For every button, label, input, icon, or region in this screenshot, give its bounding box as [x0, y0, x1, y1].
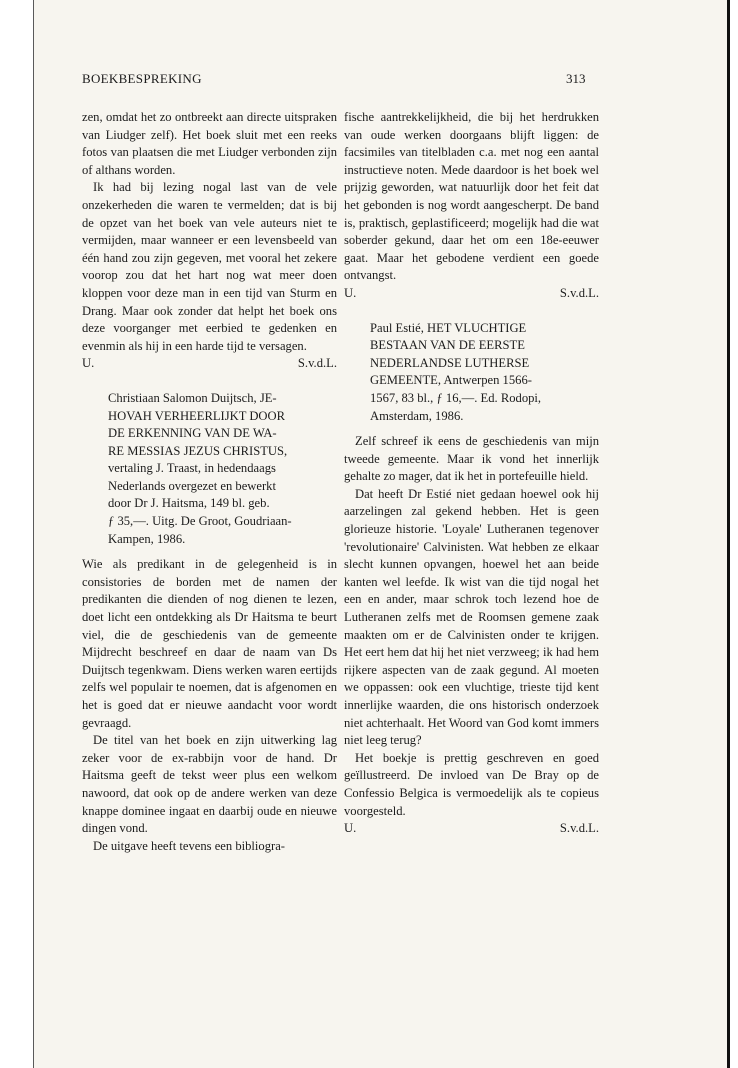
paragraph: Dat heeft Dr Estié niet gedaan hoewel ook hij aarzelingen zal gekend hebben. Het is geen glorieuze historie. 'Loyale' Lutheranen tegenover 'revolutionaire' Calvinisten. Wat hebben ze elkaar slecht kunnen opvangen, hoewel het aan beide kanten wel leefde. Ik wist van die tijd nogal het een en ander, maar schrok toch lezend hoe de Lutheranen zelfs met de Roomsen gemene zaak maakten om er de Calvinisten onder te krijgen. Het eert hem dat hij het niet verzweeg; ik had hem rijkere aspecten van de zaak gegund. Al moeten we oppassen: ook een vluchtige, trieste tijd kent innerlijke waarden, die ons historisch onderzoek niet achterhaalt. Het Woord van God komt immers niet leeg terug?	[344, 486, 599, 748]
right-column	[344, 109, 599, 838]
page-number: 313	[566, 71, 586, 86]
review-heading-line: HOVAH VERHEERLIJKT DOOR	[108, 408, 286, 423]
review-heading-line: Christiaan Salomon Duijtsch, JE-	[108, 390, 277, 405]
review-heading-line: GEMEENTE, Antwerpen 1566-	[370, 373, 532, 388]
review-heading-line: Nederlands overgezet en bewerkt	[108, 478, 276, 493]
review-heading-line: door Dr J. Haitsma, 149 bl. geb.	[108, 496, 270, 511]
scan-left-margin	[0, 0, 34, 1068]
scan-left-edge-line	[33, 0, 34, 1068]
review-heading	[108, 390, 337, 548]
review-heading-line: Amsterdam, 1986.	[370, 408, 464, 423]
paragraph: zen, omdat het zo ontbreekt aan directe uitspraken van Liudger zelf). Het boek sluit met een reeks fotos van plaatsen die met Liudger verbonden zijn of althans worden.	[82, 110, 337, 177]
review-signature	[82, 355, 337, 373]
signature-initial: U.	[344, 821, 357, 836]
left-column	[82, 109, 337, 855]
review-signature	[344, 820, 599, 838]
review-heading-line: vertaling J. Traast, in hedendaags	[108, 461, 276, 476]
signature-name: S.v.d.L.	[559, 821, 599, 836]
review-heading-line: 1567, 83 bl., ƒ 16,—. Ed. Rodopi,	[370, 390, 542, 405]
signature-initial: U.	[82, 356, 95, 371]
signature-name: S.v.d.L.	[559, 285, 599, 300]
scan-right-margin	[730, 0, 738, 1068]
review-heading-line: RE MESSIAS JEZUS CHRISTUS,	[108, 443, 288, 458]
review-heading-line: ƒ 35,—. Uitg. De Groot, Goudriaan-	[108, 514, 292, 529]
paragraph: Wie als predikant in de gelegenheid is in consistories de borden met de namen der predikanten die dienden of nog dienen te lezen, doet licht een ontdekking als Dr Haitsma te beurt viel, die de geschiedenis van de gemeente Mijdrecht beschreef en daar de naam van Ds Duijtsch tegenkwam. Diens werken waren eertijds zelfs wel populair te noemen, dat is afgenomen en het is goed dat er nieuwe aandacht voor wordt gevraagd.	[82, 557, 337, 730]
paragraph: De titel van het boek en zijn uitwerking lag zeker voor de ex-rabbijn voor de hand. Dr Haitsma geeft de tekst weer plus een welkom nawoord, dat ook op de andere werken van deze knappe dominee ingaat en daarbij oude en nieuwe dingen vond.	[82, 733, 337, 836]
running-head: BOEKBESPREKING	[82, 71, 202, 86]
review-heading-line: DE ERKENNING VAN DE WA-	[108, 426, 277, 441]
paragraph: De uitgave heeft tevens een bibliogra-	[93, 838, 285, 853]
review-heading-line: BESTAAN VAN DE EERSTE	[370, 338, 525, 353]
review-signature	[344, 285, 599, 303]
review-heading-line: Paul Estié, HET VLUCHTIGE	[370, 320, 527, 335]
paragraph: Het boekje is prettig geschreven en goed geïllustreerd. De invloed van De Bray op de Confessio Belgica is vermoedelijk als te copieus voorgesteld.	[344, 750, 599, 818]
paragraph: Zelf schreef ik eens de geschiedenis van mijn tweede gemeente. Maar ik vond het innerlijk gehalte zo mager, dat ik het in portefeuille hield.	[344, 434, 599, 484]
signature-initial: U.	[344, 285, 357, 300]
review-heading	[370, 320, 599, 426]
review-heading-line: Kampen, 1986.	[108, 531, 186, 546]
paragraph: Ik had bij lezing nogal last van de vele onzekerheden die waren te vermelden; dat is bij de opzet van het boek van vele auteurs niet te vermijden, maar wanneer er een levensbeeld van één hand zou zijn gegeven, met vooral het zekere voorop zou dat het hart nog wat meer doen kloppen voor deze man in een tijd van Sturm en Drang. Maar ook zonder dat helpt het boek ons deze voorganger met eerbied te gedenken en evenmin als hij in een harde tijd te versagen.	[82, 180, 337, 353]
review-heading-line: NEDERLANDSE LUTHERSE	[370, 355, 530, 370]
signature-name: S.v.d.L.	[297, 356, 337, 371]
paragraph: fische aantrekkelijkheid, die bij het herdrukken van oude werken doorgaans blijft liggen: de facsimiles van titelbladen c.a. met nog een aantal instructieve noten. Mede daardoor is het boek wel prijzig geworden, wat natuurlijk door het feit dat het gebonden is nog wordt aangescherpt. De band is, praktisch, geplastificeerd; mogelijk had die wat soberder gekund, daar het om een 18e-eeuwer gaat. Maar het gebodene verdient een goede ontvangst.	[344, 110, 599, 283]
